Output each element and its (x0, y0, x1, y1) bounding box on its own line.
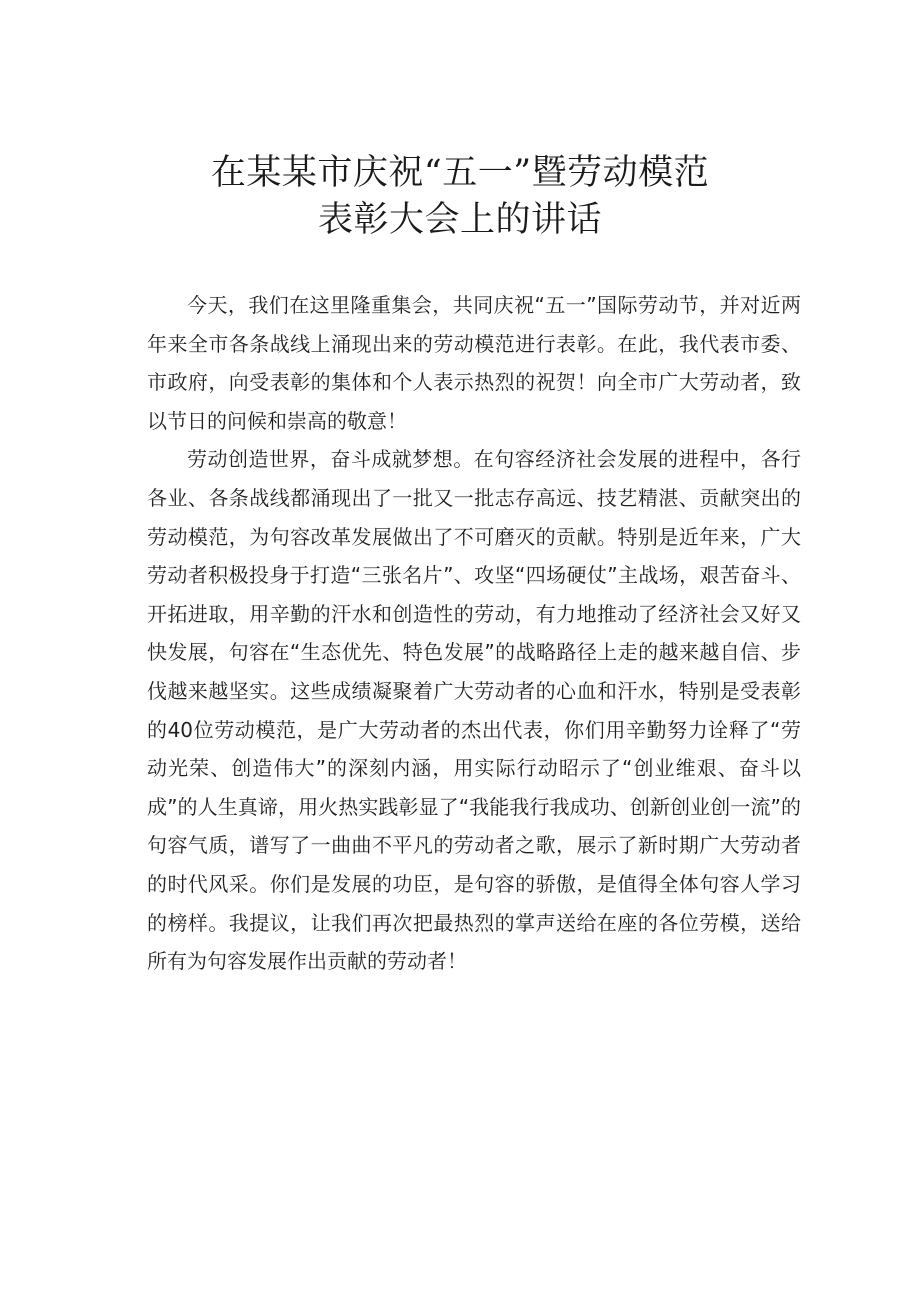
speech-body (147, 286, 801, 981)
page-title (130, 150, 790, 244)
paragraph-1: 今天，我们在这里隆重集会，共同庆祝“五一”国际劳动节，并对近两年来全市各条战线上涌现出来的劳动模范进行表彰。在此，我代表市委、市政府，向受表彰的集体和个人表示热烈的祝贺！向全市广大劳动者，致以节日的问候和崇高的敬意！ (147, 293, 801, 433)
title-line-1: 在某某市庆祝“五一”暨劳动模范 (210, 153, 710, 193)
paragraph-2: 劳动创造世界，奋斗成就梦想。在句容经济社会发展的进程中，各行各业、各条战线都涌现出了一批又一批志存高远、技艺精湛、贡献突出的劳动模范，为句容改革发展做出了不可磨灭的贡献。特别是近年来，广大劳动者积极投身于打造“三张名片”、攻坚“四场硬仗”主战场，艰苦奋斗、开拓进取，用辛勤的汗水和创造性的劳动，有力地推动了经济社会又好又快发展，句容在“生态优先、特色发展”的战略路径上走的越来越自信、步伐越来越坚实。这些成绩凝聚着广大劳动者的心血和汗水，特别是受表彰的40位劳动模范，是广大劳动者的杰出代表，你们用辛勤努力诠释了“劳动光荣、创造伟大”的深刻内涵，用实际行动昭示了“创业维艰、奋斗以成”的人生真谛，用火热实践彰显了“我能我行我成功、创新创业创一流”的句容气质，谱写了一曲曲不平凡的劳动者之歌，展示了新时期广大劳动者的时代风采。你们是发展的功臣，是句容的骄傲，是值得全体句容人学习的榜样。我提议，让我们再次把最热烈的掌声送给在座的各位劳模，送给所有为句容发展作出贡献的劳动者！ (147, 447, 801, 974)
title-line-2: 表彰大会上的讲话 (317, 200, 602, 240)
